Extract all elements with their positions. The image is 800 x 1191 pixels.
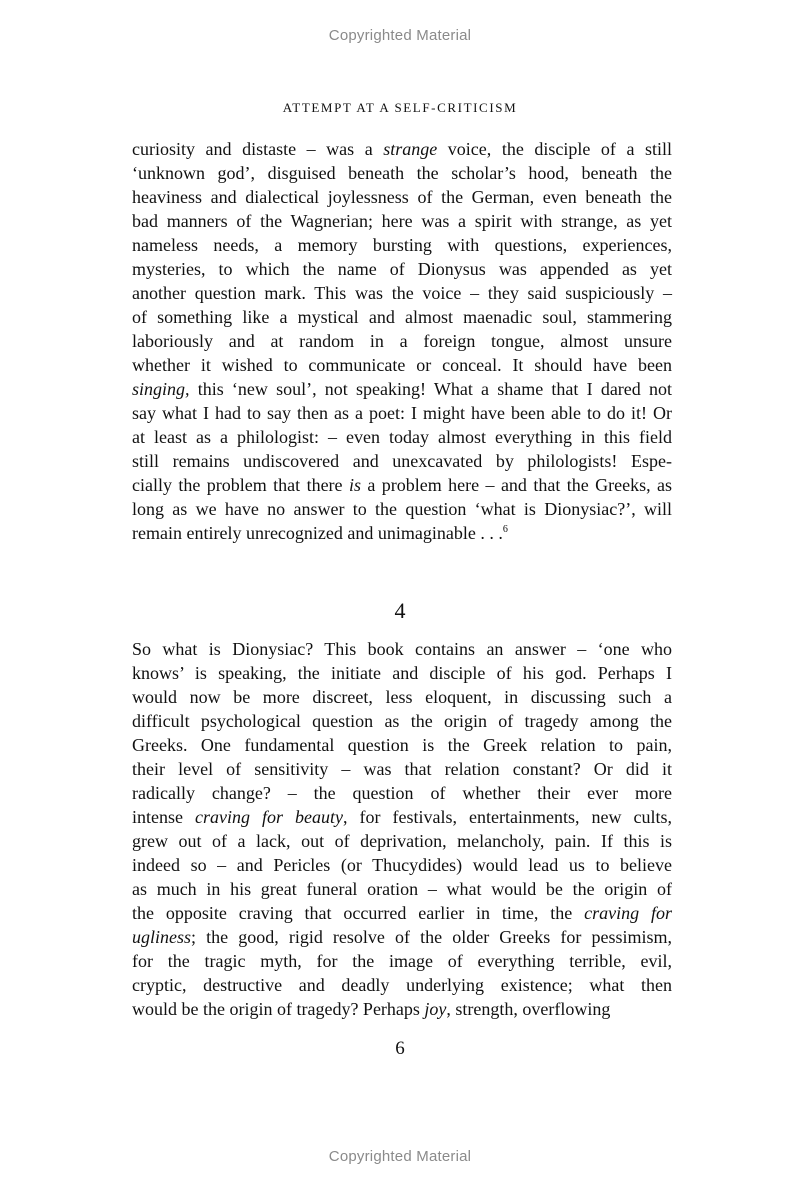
text-line: laboriously and at random in a foreign tongue, almost unsure xyxy=(132,331,672,351)
text-line: would be the origin of tragedy? Perhaps joy, strength, overflowing xyxy=(132,999,611,1019)
page-number: 6 xyxy=(395,1038,405,1059)
italic-emphasis: ugliness xyxy=(132,927,192,947)
footnote-marker[interactable]: 6 xyxy=(502,524,508,535)
text-line: cially the problem that there is a problem here – and that the Greeks, as xyxy=(132,475,673,495)
copyright-watermark-bottom: Copyrighted Material xyxy=(328,1148,472,1165)
text-line: long as we have no answer to the question ‘what is Dionysiac?’, will xyxy=(132,499,672,519)
text-line: say what I had to say then as a poet: I might have been able to do it! Or xyxy=(132,403,672,423)
text-line: remain entirely unrecognized and unimaginable . . .$^6$ xyxy=(132,523,508,543)
text-line: grew out of a lack, out of deprivation, melancholy, pain. If this is xyxy=(132,831,672,851)
text-line: indeed so – and Pericles (or Thucydides) would lead us to believe xyxy=(132,855,672,875)
italic-emphasis: strange xyxy=(383,139,438,159)
text-line: would now be more discreet, less eloquent, in discussing such a xyxy=(132,687,672,707)
text-line: at least as a philologist: – even today almost everything in this field xyxy=(132,427,672,447)
text-line: knows’ is speaking, the initiate and disciple of his god. Perhaps I xyxy=(132,663,672,683)
text-line: intense craving for beauty, for festivals, entertainments, new cults, xyxy=(132,807,672,827)
text-line: for the tragic myth, for the image of everything terrible, evil, xyxy=(132,951,672,971)
text-line: ugliness; the good, rigid resolve of the older Greeks for pessimism, xyxy=(132,927,672,947)
text-line: whether it wished to communicate or conceal. It should have been xyxy=(132,355,672,375)
text-line: nameless needs, a memory bursting with questions, experiences, xyxy=(132,235,672,255)
text-line: cryptic, destructive and deadly underlying existence; what then xyxy=(132,975,672,995)
text-line: heaviness and dialectical joylessness of the German, even beneath the xyxy=(132,187,672,207)
text-line: as much in his great funeral oration – what would be the origin of xyxy=(132,879,672,899)
text-line: singing, this ‘new soul’, not speaking! What a shame that I dared not xyxy=(132,379,672,399)
text-line: bad manners of the Wagnerian; here was a spirit with strange, as yet xyxy=(132,211,672,231)
text-line: still remains undiscovered and unexcavated by philologists! Espe- xyxy=(132,451,672,471)
paragraph-section-4 xyxy=(132,637,672,1021)
italic-emphasis: craving for beauty xyxy=(195,807,343,827)
italic-emphasis: craving for xyxy=(584,903,672,923)
paragraph-continuation xyxy=(132,137,672,545)
text-line: of something like a mystical and almost maenadic soul, stammering xyxy=(132,307,672,327)
text-line: mysteries, to which the name of Dionysus was appended as yet xyxy=(132,259,672,279)
text-line: their level of sensitivity – was that relation constant? Or did it xyxy=(132,759,672,779)
italic-emphasis: is xyxy=(348,475,361,495)
text-line: difficult psychological question as the origin of tragedy among the xyxy=(132,711,672,731)
copyright-watermark-top: Copyrighted Material xyxy=(328,27,472,44)
text-line: radically change? – the question of whether their ever more xyxy=(132,783,672,803)
text-line: ‘unknown god’, disguised beneath the scholar’s hood, beneath the xyxy=(132,163,672,183)
italic-emphasis: singing, xyxy=(132,379,190,399)
text-line: Greeks. One fundamental question is the Greek relation to pain, xyxy=(132,735,672,755)
text-line: the opposite craving that occurred earlier in time, the craving for xyxy=(132,903,672,923)
running-head: ATTEMPT AT A SELF-CRITICISM xyxy=(282,100,518,115)
text-line: So what is Dionysiac? This book contains an answer – ‘one who xyxy=(132,639,672,659)
text-line: curiosity and distaste – was a strange voice, the disciple of a still xyxy=(132,139,672,159)
text-line: another question mark. This was the voice – they said suspiciously – xyxy=(132,283,672,303)
section-number: 4 xyxy=(394,598,406,623)
italic-emphasis: joy xyxy=(424,999,447,1019)
